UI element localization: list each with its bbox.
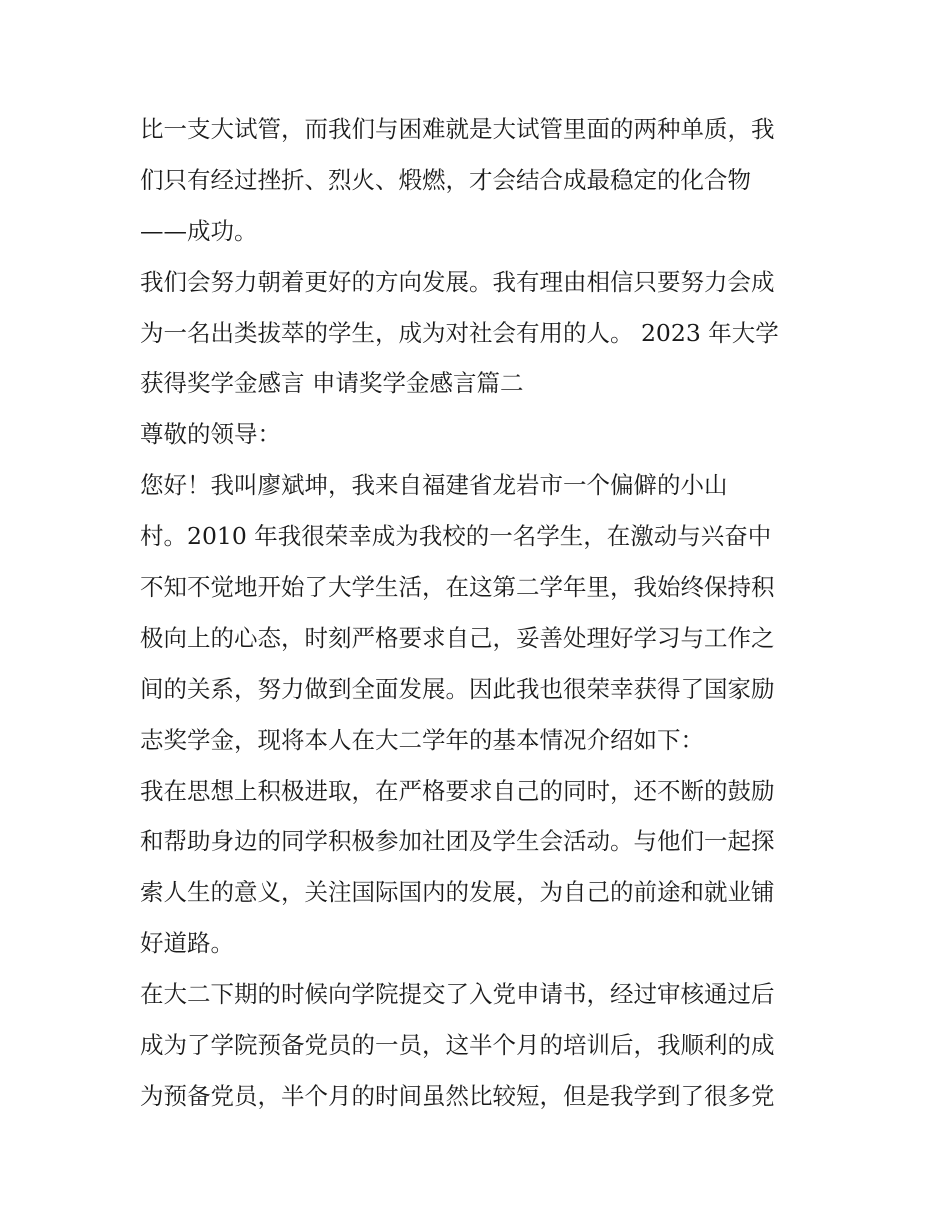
document-body [140,104,820,1122]
text-line: 们只有经过挫折、烈火、煅燃，才会结合成最稳定的化合物 [140,165,751,194]
text-line: 我在思想上积极进取，在严格要求自己的同时，还不断的鼓励 [140,776,775,805]
text-line: 和帮助身边的同学积极参加社团及学生会活动。与他们一起探 [140,827,775,856]
text-line: 索人生的意义，关注国际国内的发展，为自己的前途和就业铺 [140,878,775,907]
salutation-line: 尊敬的领导： [140,420,281,449]
text-line: 在大二下期的时候向学院提交了入党申请书，经过审核通过后 [140,980,775,1009]
text-line: 极向上的心态，时刻严格要求自己，妥善处理好学习与工作之 [140,623,775,652]
text-line: 为预备党员，半个月的时间虽然比较短，但是我学到了很多党 [140,1081,775,1110]
text-line: 成为了学院预备党员的一员，这半个月的培训后，我顺利的成 [140,1031,775,1060]
text-line: 您好！我叫廖斌坤，我来自福建省龙岩市一个偏僻的小山 [140,471,728,500]
text-line: 志奖学金，现将本人在大二学年的基本情况介绍如下： [140,725,704,754]
section-heading-line: 获得奖学金感言 申请奖学金感言篇二 [140,369,524,398]
text-line: 间的关系，努力做到全面发展。因此我也很荣幸获得了国家励 [140,674,775,703]
text-line: 比一支大试管，而我们与困难就是大试管里面的两种单质，我 [140,115,775,143]
text-line: 我们会努力朝着更好的方向发展。我有理由相信只要努力会成 [140,267,775,296]
text-line: ——成功。 [140,216,258,245]
text-line: 为一名出类拔萃的学生，成为对社会有用的人。 2023 年大学 [140,318,779,347]
text-line: 好道路。 [140,929,234,958]
text-line: 不知不觉地开始了大学生活，在这第二学年里，我始终保持积 [140,573,775,602]
text-line: 村。2010 年我很荣幸成为我校的一名学生，在激动与兴奋中 [140,522,772,551]
